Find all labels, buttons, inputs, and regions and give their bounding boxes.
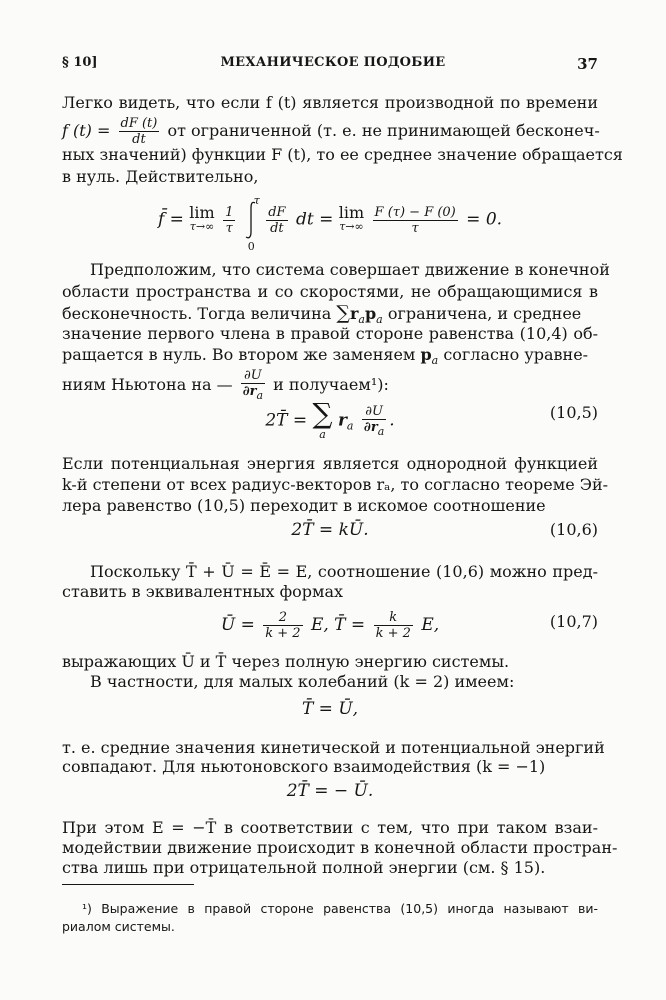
eq4-a: Ū =	[220, 615, 255, 635]
sub-a: a	[358, 313, 365, 326]
eq2-lhs: 2T̄ =	[265, 410, 308, 431]
p-vector: p	[420, 345, 432, 364]
para1-line3: ных значений) функции F (t), то ее среднее значение обращается	[62, 145, 623, 164]
para4-line1: Поскольку T̄ + Ū = Ē = E, соотношение (10,6) можно пред-	[90, 562, 598, 581]
eq4-frac1	[263, 610, 302, 641]
footnote-line2: риалом системы.	[62, 919, 175, 934]
eq2-end: .	[389, 410, 395, 431]
int-lower: 0	[247, 240, 255, 253]
equation-small-oscillations: T̄ = Ū,	[301, 699, 359, 719]
frac-num: 1	[225, 204, 234, 220]
frac-num: ∂U	[241, 368, 265, 384]
equation-10-6: 2T̄ = kŪ.	[291, 520, 369, 540]
frac-den: k + 2	[265, 626, 301, 641]
equation-number: (10,6)	[549, 520, 598, 539]
lim-sub: τ→∞	[189, 220, 215, 233]
para5-line2: В частности, для малых колебаний (k = 2) имеем:	[90, 672, 515, 691]
lim-sub: τ→∞	[339, 220, 364, 233]
para2-line2: области пространства и со скоростями, не обращающимися в	[62, 282, 598, 301]
eq4-c: E,	[421, 615, 440, 635]
sub-a: a	[256, 389, 264, 402]
eq4-b: E, T̄ =	[310, 615, 366, 635]
eq1-one-over-tau	[223, 205, 235, 236]
sub-a: a	[376, 313, 383, 326]
eq4-frac2	[374, 610, 413, 641]
para2-line5-b: согласно уравне-	[443, 345, 589, 364]
para2-line6-a: ниям Ньютона на —	[62, 375, 233, 394]
dF-dt-fraction	[119, 116, 160, 147]
sum-symbol: ∑	[312, 397, 333, 430]
para2-line5-a: ращается в нуль. Во втором же заменяем	[62, 345, 416, 364]
para7-line3: ства лишь при отрицательной полной энергии (см. § 15).	[62, 858, 546, 877]
para6-line1: т. е. средние значения кинетической и потенциальной энергий	[62, 738, 605, 757]
fbar-def: f (t) =	[62, 121, 111, 140]
footnote-rule	[62, 884, 194, 885]
frac-den: dt	[270, 220, 284, 236]
equation-mean-derivative	[62, 194, 598, 253]
integral-sign	[244, 194, 260, 253]
equation-10-7	[62, 610, 598, 641]
frac-num: ∂U	[362, 404, 386, 420]
dU-dr-fraction	[241, 368, 265, 403]
frac-num: dF (t)	[120, 116, 158, 131]
equation-number: (10,7)	[549, 612, 598, 631]
p-vector: p	[364, 304, 377, 323]
equation-10-5	[62, 397, 598, 442]
sub-a: a	[346, 419, 354, 433]
para4-line2: ставить в эквивалентных формах	[62, 582, 344, 601]
section-marker: § 10]	[62, 55, 98, 70]
para2-line3-d: ограничена, и среднее	[387, 304, 582, 323]
eq1-difference-fraction	[373, 205, 458, 236]
lim-label: lim	[189, 203, 215, 222]
para5-line1: выражающих Ū и T̄ через полную энергию системы.	[62, 652, 510, 671]
para1-line2	[62, 116, 598, 147]
para2-line6-b: и получаем¹):	[273, 375, 389, 394]
para1-line2-text: от ограниченной (т. е. не принимающей бесконеч-	[167, 121, 600, 140]
eq1-dF-dt	[266, 205, 287, 236]
eq1-rhs: = 0.	[466, 209, 503, 230]
eq2-fraction	[362, 404, 386, 439]
para2-line4: значение первого члена в правой стороне равенства (10,4) об-	[62, 324, 598, 343]
para7-line2: модействии движение происходит в конечной области простран-	[62, 838, 618, 857]
frac-num: dF	[268, 204, 286, 220]
para3-line2: k-й степени от всех радиус-векторов rₐ, то согласно теореме Эй-	[62, 475, 609, 494]
para2-line3-a: бесконечность. Тогда величина	[62, 304, 332, 323]
den-r: ∂r	[242, 384, 257, 399]
running-title: МЕХАНИЧЕСКОЕ ПОДОБИЕ	[220, 55, 446, 70]
para1-line4: в нуль. Действительно,	[62, 167, 259, 186]
eq2-sum	[312, 397, 333, 442]
frac-num: 2	[263, 610, 302, 626]
eq1-limit1	[189, 203, 215, 234]
r-vector: r	[349, 304, 359, 323]
para2-line1: Предположим, что система совершает движение в конечной	[90, 260, 610, 279]
frac-den: τ	[411, 220, 419, 236]
para6-line2: совпадают. Для ньютоновского взаимодействия (k = −1)	[62, 757, 546, 776]
equation-newtonian: 2T̄ = − Ū.	[286, 781, 374, 801]
frac-den	[362, 420, 386, 439]
para3-line1: Если потенциальная энергия является однородной функцией	[62, 454, 598, 473]
page-number: 37	[577, 55, 598, 73]
para3-line3: лера равенство (10,5) переходит в искомое соотношение	[62, 496, 546, 515]
para1-line1: Легко видеть, что если f (t) является производной по времени	[62, 93, 598, 112]
den-r: ∂r	[363, 419, 378, 435]
equation-number: (10,5)	[549, 403, 598, 422]
eq1-lhs: f̄ =	[157, 209, 184, 230]
frac-den: k + 2	[375, 626, 411, 641]
r-vector: r	[337, 410, 347, 431]
footnote-line1: ¹) Выражение в правой стороне равенства (10,5) иногда называют ви-	[82, 901, 598, 916]
eq1-dt: dt =	[295, 209, 334, 230]
frac-num: k	[374, 610, 413, 626]
frac-den: τ	[225, 220, 233, 236]
int-upper: τ	[253, 194, 260, 207]
frac-den: dt	[132, 132, 146, 147]
sub-a: a	[431, 354, 439, 367]
para7-line1: При этом E = −T̄ в соответствии с тем, что при таком взаи-	[62, 818, 598, 837]
sum-symbol: ∑	[336, 302, 350, 324]
sub-a: a	[377, 424, 385, 438]
frac-num: F (τ) − F (0)	[374, 204, 456, 220]
eq1-limit2	[338, 203, 365, 234]
lim-label: lim	[338, 203, 365, 222]
sum-index: a	[319, 428, 326, 441]
